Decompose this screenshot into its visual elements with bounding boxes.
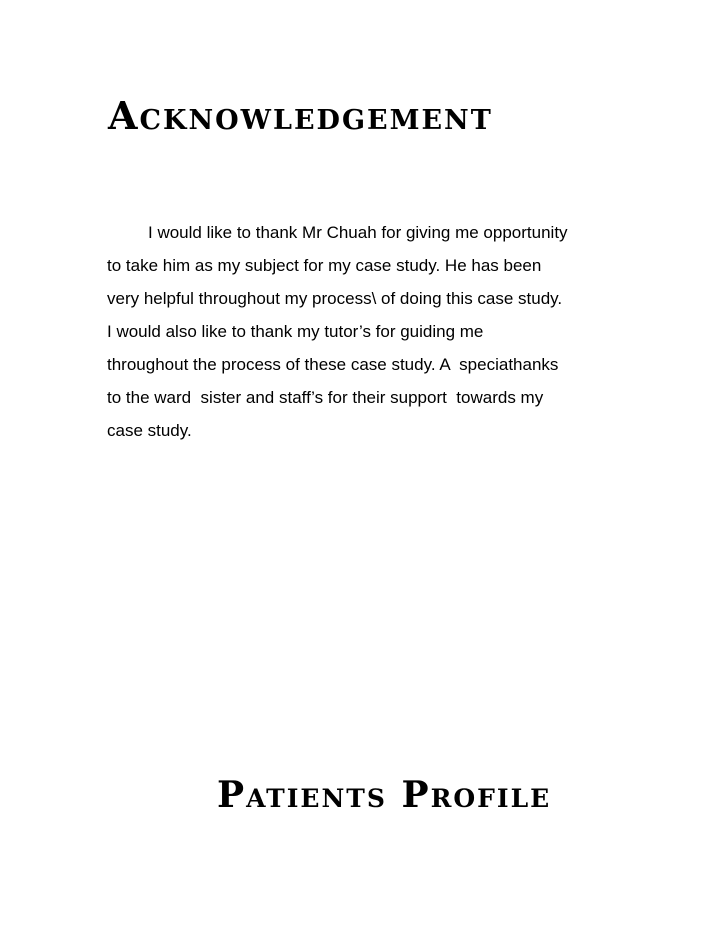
paragraph-line: case study. [107,421,192,440]
paragraph-line: very helpful throughout my process\ of doing this case study. [107,289,563,308]
paragraph-line: I would like to thank Mr Chuah for giving me opportunity [148,223,568,242]
acknowledgement-paragraph [107,216,627,447]
paragraph-line: throughout the process of these case study. A speciathanks [107,355,559,374]
paragraph-line: to the ward sister and staff’s for their support towards my [107,388,544,407]
patients-profile-heading: Patients Profile [217,774,552,816]
acknowledgement-heading: Acknowledgement [108,93,493,138]
paragraph-line: to take him as my subject for my case study. He has been [107,256,542,275]
paragraph-line: I would also like to thank my tutor’s for guiding me [107,322,484,341]
